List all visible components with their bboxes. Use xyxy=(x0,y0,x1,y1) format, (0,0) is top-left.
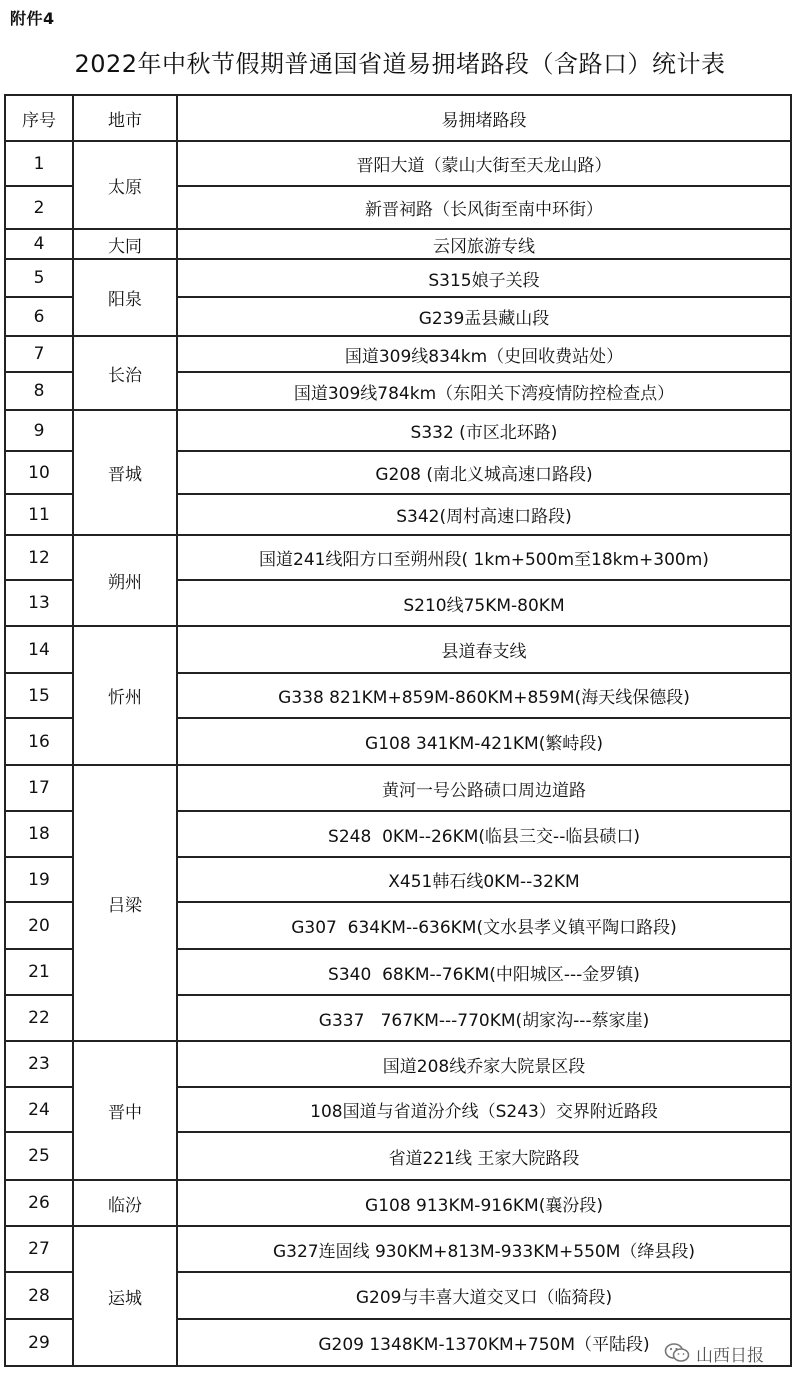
cell-city: 临汾 xyxy=(73,1180,177,1226)
cell-seq: 8 xyxy=(5,372,73,410)
congestion-table xyxy=(4,94,792,1367)
cell-city: 长治 xyxy=(73,336,177,410)
cell-city: 阳泉 xyxy=(73,259,177,336)
header-seq: 序号 xyxy=(5,95,73,141)
table-row xyxy=(5,1041,791,1087)
cell-seq: 24 xyxy=(5,1087,73,1132)
cell-road: 黄河一号公路碛口周边道路 xyxy=(177,765,791,811)
cell-road: S315娘子关段 xyxy=(177,259,791,297)
attachment-label: 附件4 xyxy=(10,9,55,28)
cell-road: G337 767KM---770KM(胡家沟---蔡家崖) xyxy=(177,995,791,1041)
cell-road: 新晋祠路（长风街至南中环街） xyxy=(177,186,791,229)
cell-road: G108 341KM-421KM(繁峙段) xyxy=(177,718,791,765)
cell-seq: 7 xyxy=(5,336,73,372)
cell-road: S340 68KM--76KM(中阳城区---金罗镇) xyxy=(177,949,791,995)
cell-road: 县道春支线 xyxy=(177,626,791,673)
cell-city: 晋中 xyxy=(73,1041,177,1180)
cell-road: 108国道与省道汾介线（S243）交界附近路段 xyxy=(177,1087,791,1132)
table-row xyxy=(5,626,791,673)
cell-seq: 6 xyxy=(5,297,73,336)
cell-seq: 26 xyxy=(5,1180,73,1226)
cell-seq: 27 xyxy=(5,1226,73,1272)
cell-road: G327连固线 930KM+813M-933KM+550M（绛县段) xyxy=(177,1226,791,1272)
table-row xyxy=(5,141,791,186)
cell-city: 太原 xyxy=(73,141,177,229)
cell-seq: 4 xyxy=(5,229,73,259)
watermark-text: 山西日报 xyxy=(696,1345,764,1366)
cell-city: 朔州 xyxy=(73,535,177,626)
cell-road: G239盂县藏山段 xyxy=(177,297,791,336)
cell-seq: 9 xyxy=(5,410,73,451)
cell-seq: 14 xyxy=(5,626,73,673)
header-road: 易拥堵路段 xyxy=(177,95,791,141)
cell-seq: 2 xyxy=(5,186,73,229)
cell-road: 国道241线阳方口至朔州段( 1km+500m至18km+300m) xyxy=(177,535,791,580)
cell-seq: 18 xyxy=(5,811,73,857)
cell-seq: 11 xyxy=(5,494,73,535)
cell-seq: 10 xyxy=(5,451,73,494)
table-row xyxy=(5,229,791,259)
cell-road: 国道309线784km（东阳关下湾疫情防控检查点） xyxy=(177,372,791,410)
page-title: 2022年中秋节假期普通国省道易拥堵路段（含路口）统计表 xyxy=(74,50,726,78)
table-row xyxy=(5,410,791,451)
cell-seq: 25 xyxy=(5,1132,73,1180)
cell-city: 吕梁 xyxy=(73,765,177,1041)
cell-city: 运城 xyxy=(73,1226,177,1366)
table-row xyxy=(5,1180,791,1226)
table-row xyxy=(5,535,791,580)
cell-road: S248 0KM--26KM(临县三交--临县碛口) xyxy=(177,811,791,857)
cell-seq: 29 xyxy=(5,1319,73,1366)
cell-seq: 17 xyxy=(5,765,73,811)
cell-road: 省道221线 王家大院路段 xyxy=(177,1132,791,1180)
table-row xyxy=(5,765,791,811)
table-row xyxy=(5,259,791,297)
watermark-badge xyxy=(664,1338,764,1368)
cell-road: G209与丰喜大道交叉口（临猗段) xyxy=(177,1272,791,1319)
cell-seq: 22 xyxy=(5,995,73,1041)
cell-road: G307 634KM--636KM(文水县孝义镇平陶口路段) xyxy=(177,902,791,949)
cell-road: G208 (南北义城高速口路段) xyxy=(177,451,791,494)
cell-seq: 16 xyxy=(5,718,73,765)
cell-seq: 20 xyxy=(5,902,73,949)
cell-seq: 28 xyxy=(5,1272,73,1319)
cell-road: 晋阳大道（蒙山大街至天龙山路） xyxy=(177,141,791,186)
cell-road: S210线75KM-80KM xyxy=(177,580,791,626)
wechat-icon xyxy=(664,1342,690,1364)
table-body xyxy=(5,141,791,1366)
cell-seq: 19 xyxy=(5,857,73,902)
cell-road: 国道309线834km（史回收费站处） xyxy=(177,336,791,372)
cell-seq: 5 xyxy=(5,259,73,297)
cell-seq: 1 xyxy=(5,141,73,186)
cell-road: 云冈旅游专线 xyxy=(177,229,791,259)
cell-road: S332 (市区北环路) xyxy=(177,410,791,451)
cell-seq: 13 xyxy=(5,580,73,626)
cell-city: 大同 xyxy=(73,229,177,259)
cell-road: G209 1348KM-1370KM+750M（平陆段) xyxy=(177,1319,791,1366)
cell-seq: 12 xyxy=(5,535,73,580)
table-header-row xyxy=(5,95,791,141)
cell-road: X451韩石线0KM--32KM xyxy=(177,857,791,902)
cell-road: 国道208线乔家大院景区段 xyxy=(177,1041,791,1087)
cell-seq: 23 xyxy=(5,1041,73,1087)
cell-city: 忻州 xyxy=(73,626,177,765)
cell-seq: 21 xyxy=(5,949,73,995)
cell-city: 晋城 xyxy=(73,410,177,535)
header-city: 地市 xyxy=(73,95,177,141)
cell-road: S342(周村高速口路段) xyxy=(177,494,791,535)
cell-road: G338 821KM+859M-860KM+859M(海天线保德段) xyxy=(177,673,791,718)
table-row xyxy=(5,1226,791,1272)
cell-road: G108 913KM-916KM(襄汾段) xyxy=(177,1180,791,1226)
cell-seq: 15 xyxy=(5,673,73,718)
table-row xyxy=(5,336,791,372)
